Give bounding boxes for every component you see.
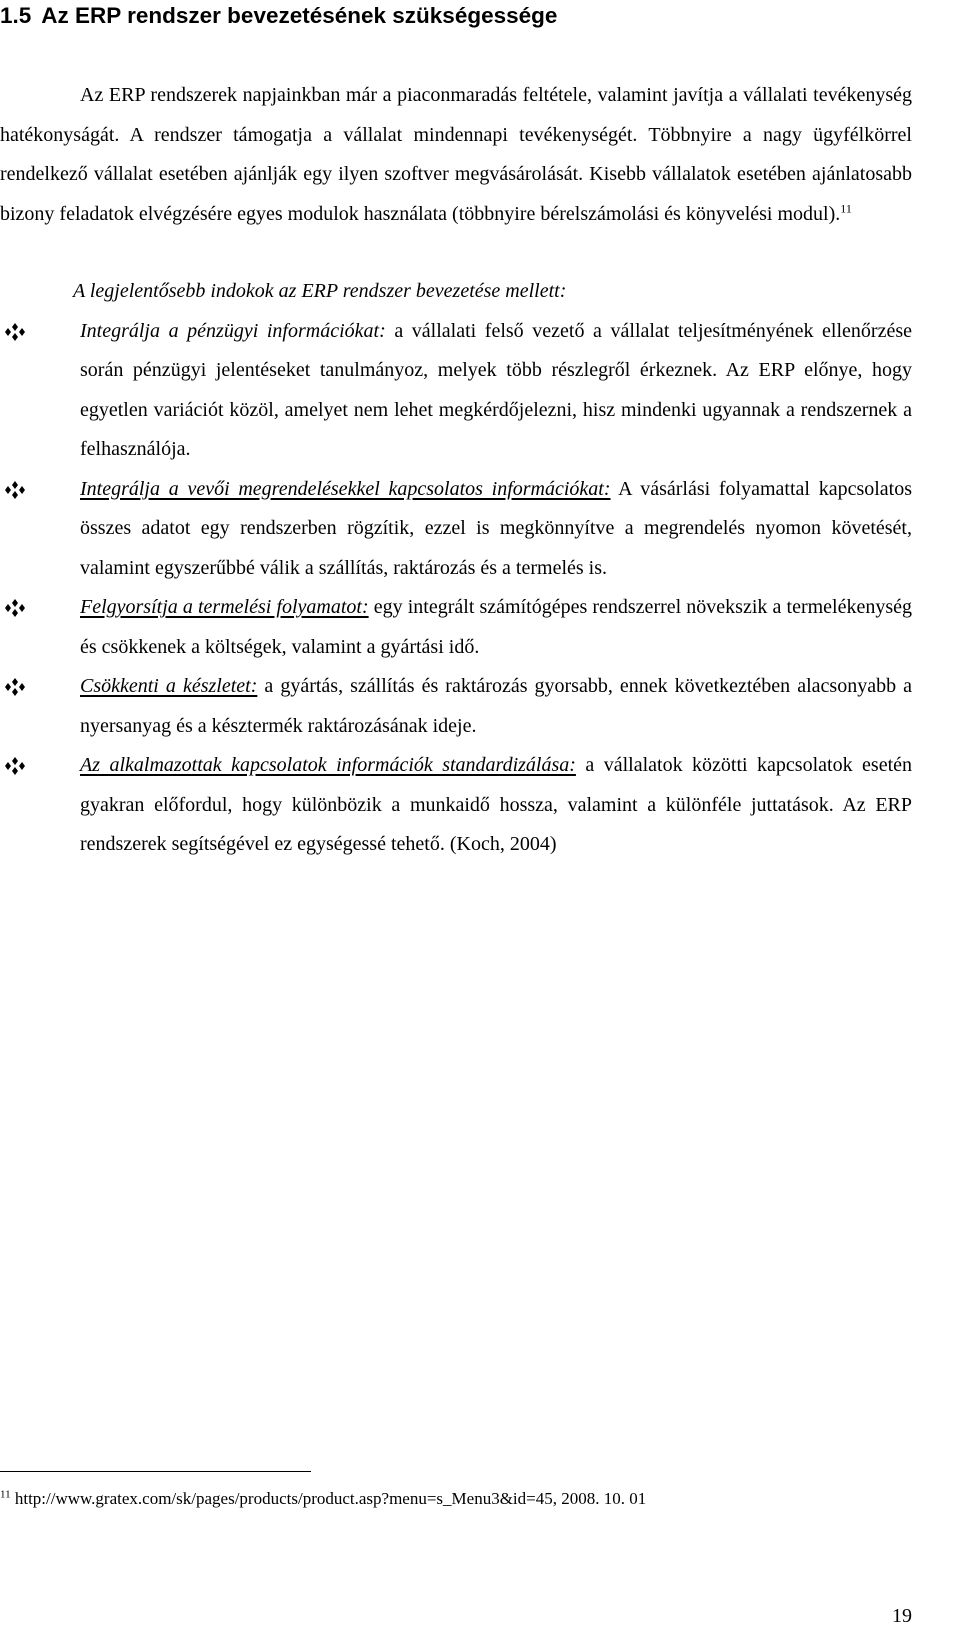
reason-item-text: a vállalatok közötti kapcsolatok esetén gyakran előfordul, hogy különbözik a munkaidő hossza, valamint a különféle juttatások. Az ERP rendszerek segítségével ez egységessé tehető. (Koch, 2004)	[80, 754, 912, 855]
four-diamond-bullet-icon	[3, 588, 29, 627]
section-title: Az ERP rendszer bevezetésének szükségessége	[41, 3, 558, 28]
reason-item-text: a gyártás, szállítás és raktározás gyorsabb, ennek következtében alacsonyabb a nyersanyag és a késztermék raktározásának ideje.	[80, 675, 912, 737]
reason-item-title: Integrálja a vevői megrendelésekkel kapcsolatos információkat:	[80, 477, 611, 500]
reason-item	[0, 667, 912, 746]
reason-item-text: A vásárlási folyamattal kapcsolatos összes adatot egy rendszerben rögzítik, ezzel is megkönnyítve a megrendelés nyomon követését, valamint egyszerűbbé válik a szállítás, raktározás és a termelés is.	[80, 477, 913, 579]
four-diamond-bullet-icon	[3, 312, 29, 351]
reason-item-text: egy integrált számítógépes rendszerrel növekszik a termelékenység és csökkenek a költségek, valamint a gyártási idő.	[80, 596, 913, 658]
reason-item-title: Felgyorsítja a termelési folyamatot:	[80, 596, 369, 618]
reason-item	[0, 312, 912, 470]
footnote-reference: 11	[840, 200, 852, 215]
section-number: 1.5	[0, 3, 32, 28]
body-text	[0, 76, 912, 865]
footnote	[0, 1488, 646, 1510]
reason-item-title: Integrálja a pénzügyi információkat:	[80, 319, 386, 342]
intro-text: Az ERP rendszerek napjainkban már a piaconmaradás feltétele, valamint javítja a vállalati tevékenység hatékonyságát. A rendszer támogatja a vállalat mindennapi tevékenységét. Többnyire a nagy ügyfélkörrel rendelkező vállalat esetében ajánlják egy ilyen szoftver megvásárolását. Kisebb vállalatok esetében ajánlatosabb bizony feladatok elvégzésére egyes modulok használata (többnyire bérelszámolási és könyvelési modul).	[0, 84, 912, 225]
four-diamond-bullet-icon	[3, 667, 29, 706]
page-number: 19	[892, 1605, 912, 1627]
reasons-title: A legjelentősebb indokok az ERP rendszer bevezetése mellett:	[73, 280, 567, 302]
reasons-list	[0, 312, 912, 865]
reason-item-text: a vállalati felső vezető a vállalat teljesítményének ellenőrzése során pénzügyi jelentéseket tanulmányoz, melyek több részlegről érkeznek. Az ERP előnye, hogy egyetlen variációt közöl, amelyet nem lehet megkérdőjelezni, hisz mindenki ugyannak a rendszernek a felhasználója.	[80, 319, 913, 460]
four-diamond-bullet-icon	[3, 746, 29, 785]
reason-item	[0, 470, 912, 589]
footnote-url: http://www.gratex.com/sk/pages/products/product.asp?menu=s_Menu3&id=45, 2008. 10. 01	[14, 1489, 647, 1508]
footnote-number: 11	[0, 1488, 11, 1501]
section-heading	[0, 2, 557, 30]
reason-item	[0, 746, 912, 865]
intro-paragraph	[0, 76, 912, 234]
footnote-separator	[0, 1471, 311, 1472]
reason-item-title: Csökkenti a készletet:	[80, 675, 258, 697]
reason-item	[0, 588, 912, 667]
four-diamond-bullet-icon	[3, 470, 29, 509]
reason-item-title: Az alkalmazottak kapcsolatok információk standardizálása:	[80, 754, 576, 776]
